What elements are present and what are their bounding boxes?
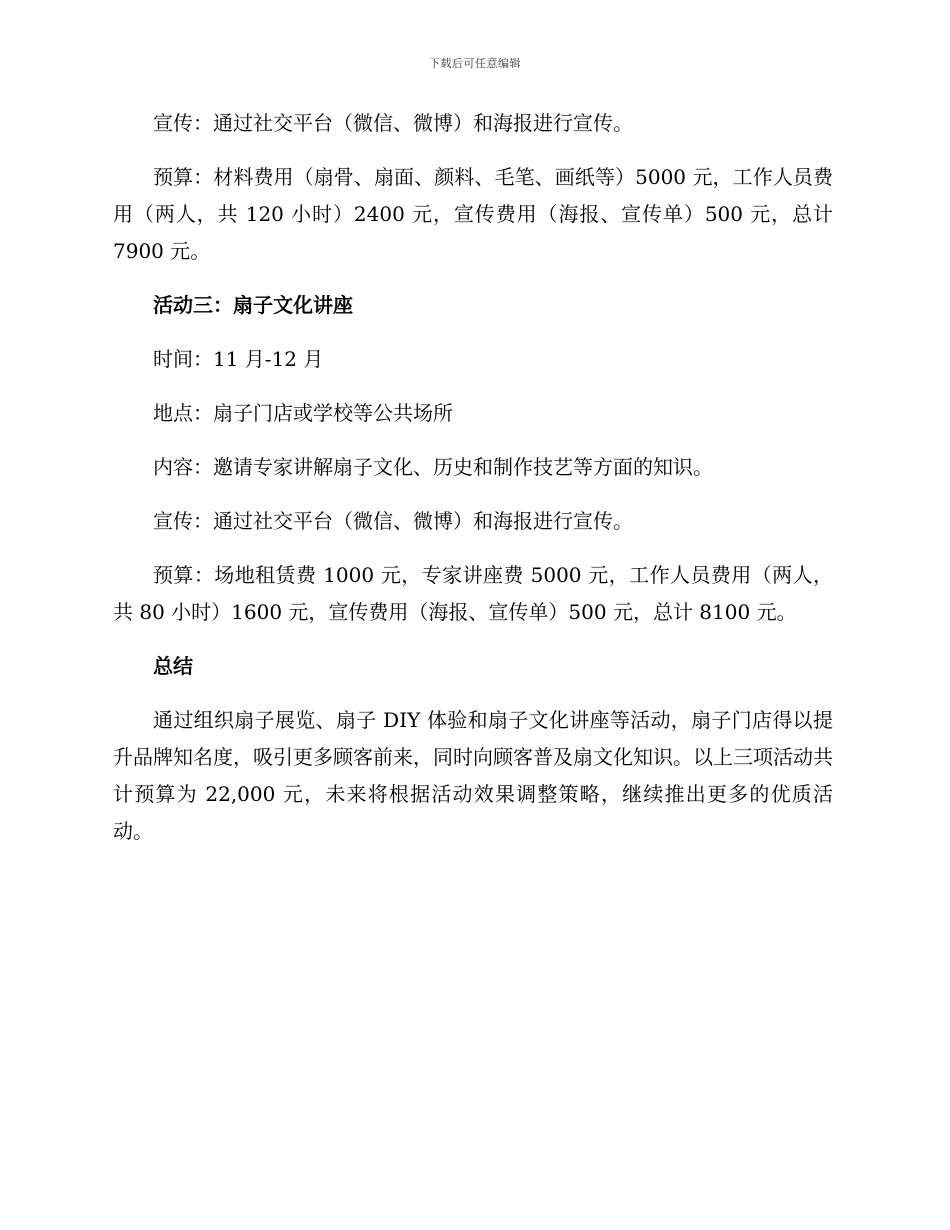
section-heading-summary: 总结: [153, 654, 193, 678]
document-body: [113, 105, 833, 850]
paragraph-summary: 通过组织扇子展览、扇子 DIY 体验和扇子文化讲座等活动，扇子门店得以提升品牌知名度，吸引更多顾客前来，同时向顾客普及扇文化知识。以上三项活动共计预算为 22,000 元，未来将根据活动效果调整策略，继续推出更多的优质活动。: [113, 708, 833, 843]
section-heading-activity-3: 活动三：扇子文化讲座: [153, 293, 353, 317]
paragraph-time: 时间：11 月-12 月: [153, 347, 324, 371]
paragraph-publicity-3: 宣传：通过社交平台（微信、微博）和海报进行宣传。: [153, 509, 633, 533]
paragraph-budget-3: 预算：场地租赁费 1000 元，专家讲座费 5000 元，工作人员费用（两人，共 80 小时）1600 元，宣传费用（海报、宣传单）500 元，总计 8100 元。: [113, 563, 833, 624]
paragraph-content: 内容：邀请专家讲解扇子文化、历史和制作技艺等方面的知识。: [153, 455, 713, 479]
header-note: 下载后可任意编辑: [429, 57, 521, 70]
paragraph-location: 地点：扇子门店或学校等公共场所: [153, 401, 453, 425]
paragraph-publicity-2: 宣传：通过社交平台（微信、微博）和海报进行宣传。: [153, 111, 633, 135]
paragraph-budget-2: 预算：材料费用（扇骨、扇面、颜料、毛笔、画纸等）5000 元，工作人员费用（两人，共 120 小时）2400 元，宣传费用（海报、宣传单）500 元，总计 7900 元。: [113, 165, 833, 263]
